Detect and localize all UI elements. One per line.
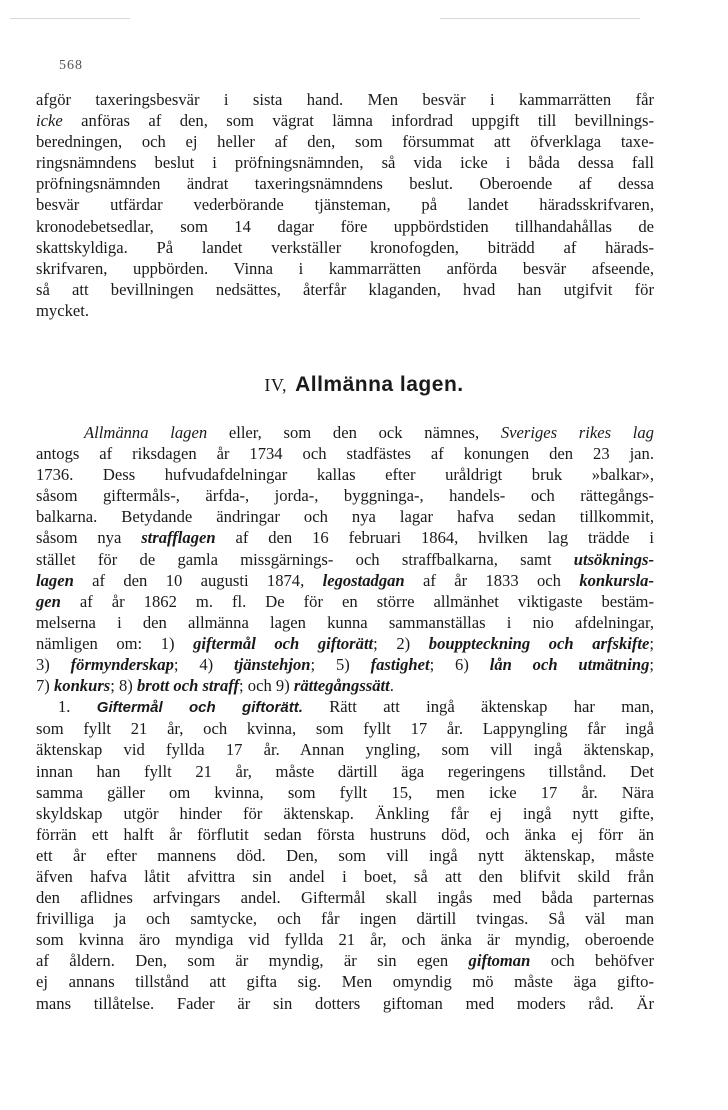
text-segment: kronodebetsedlar, som 14 dagar före uppbördstiden tillhandahållas de xyxy=(36,216,654,236)
text-line xyxy=(36,131,654,152)
emphasized-text: Sveriges rikes lag xyxy=(500,423,654,442)
text-segment: 1736. Dess hufvudafdelningar kallas efter uråldrigt bruk »balkar», xyxy=(36,465,654,485)
text-segment: äktenskap vid fyllda 17 år. Annan yngling, som vill ingå äktenskap, xyxy=(36,740,654,760)
section-heading xyxy=(0,373,728,397)
text-segment: ; och 9) xyxy=(239,676,294,696)
text-segment: mycket. xyxy=(36,300,89,320)
text-segment: anföras af den, som vägrat lämna infordrad uppgift till bevillnings- xyxy=(62,111,654,131)
text-segment: frivilliga ja och samtycke, och får ingen därtill tvingas. Så väl man xyxy=(36,909,654,929)
text-line xyxy=(36,718,654,739)
text-segment: så att bevillningen nedsättes, återfår klaganden, hvad han utgifvit för xyxy=(36,279,654,299)
text-segment: antogs af riksdagen år 1734 och stadfästes af konungen den 23 jan. xyxy=(36,444,654,464)
emphasized-text: Giftermål och giftorätt. xyxy=(96,699,303,717)
emphasized-text: konkursla- xyxy=(579,570,655,590)
text-line xyxy=(36,866,654,887)
text-segment: beredningen, och ej heller af den, som försummat att öfverklaga taxe- xyxy=(36,132,654,152)
text-segment: ; 5) xyxy=(310,655,371,675)
emphasized-text: brott och straff xyxy=(136,676,240,696)
text-segment: ej annans tillstånd att gifta sig. Men omyndig mö måste äga gifto- xyxy=(36,972,654,992)
text-line xyxy=(36,570,654,591)
text-line xyxy=(36,971,654,992)
text-segment: melserna i den allmänna lagen kunna sammanställas i nio afdelningar, xyxy=(36,612,654,632)
emphasized-text: Allmänna lagen xyxy=(84,423,208,442)
emphasized-text: legostadgan xyxy=(322,570,405,590)
text-segment: stället för de gamla missgärnings- och straffbalkarna, samt xyxy=(36,549,574,569)
text-line xyxy=(36,110,654,131)
emphasized-text: giftermål och giftorätt xyxy=(193,633,374,653)
emphasized-text: strafflagen xyxy=(141,528,216,548)
text-segment: ; 8) xyxy=(110,676,137,696)
emphasized-text: lagen xyxy=(36,570,74,590)
text-line xyxy=(36,527,654,548)
text-line xyxy=(36,194,654,215)
scan-edge-mark xyxy=(10,18,130,19)
text-segment: nämligen om: 1) xyxy=(36,633,194,653)
text-segment: förrän ett halft år förflutit sedan första hustruns död, och änka ej förr än xyxy=(36,824,654,844)
text-line xyxy=(36,279,654,300)
emphasized-text: fastighet xyxy=(370,655,430,675)
text-line xyxy=(36,443,654,464)
top-paragraph xyxy=(36,89,654,321)
text-segment: af år 1833 och xyxy=(404,570,580,590)
text-line xyxy=(36,696,654,718)
emphasized-text: konkurs xyxy=(53,676,111,696)
text-line xyxy=(36,591,654,612)
text-line xyxy=(36,654,654,675)
text-segment: den aflidnes arfvingars andel. Giftermål skall ingås med båda parternas xyxy=(36,888,654,908)
text-segment: skyldskap utgör hinder för äktenskap. Änkling får ej ingå nytt gifte, xyxy=(36,803,654,823)
emphasized-text: tjänstehjon xyxy=(233,655,311,675)
text-line xyxy=(36,950,654,971)
text-segment: af den 16 februari 1864, hvilken lag trädde i xyxy=(215,528,654,548)
text-segment: ; xyxy=(649,655,655,675)
section-numeral: IV, xyxy=(264,375,288,395)
emphasized-text: bouppteckning och arfskifte xyxy=(428,633,650,653)
text-line xyxy=(36,675,654,696)
text-segment: innan han fyllt 21 år, måste därtill äga regeringens tillstånd. Det xyxy=(36,761,654,781)
main-paragraph xyxy=(36,422,654,1014)
emphasized-text: lån och utmätning xyxy=(489,655,650,675)
text-line xyxy=(36,824,654,845)
text-segment: . xyxy=(389,676,394,696)
text-line xyxy=(36,633,654,654)
text-segment: af år 1862 m. fl. De för en större allmänhet viktigaste bestäm- xyxy=(60,591,654,611)
text-line xyxy=(36,908,654,929)
text-segment: 3) xyxy=(36,655,71,675)
text-line xyxy=(36,845,654,866)
text-segment: ; 6) xyxy=(429,655,490,675)
text-segment: Rätt att ingå äktenskap har man, xyxy=(302,697,654,717)
text-segment: samma gäller om kvinna, som fyllt 15, men icke 17 år. Nära xyxy=(36,782,654,802)
text-segment: pröfningsnämnden ändrat taxeringsnämndens beslut. Oberoende af dessa xyxy=(36,174,654,194)
scan-edge-mark xyxy=(440,18,640,19)
text-line xyxy=(36,929,654,950)
text-segment: balkarna. Betydande ändringar och nya lagar hafva sedan tillkommit, xyxy=(36,507,654,527)
text-line xyxy=(36,803,654,824)
text-line xyxy=(36,422,654,443)
text-line xyxy=(36,612,654,633)
text-segment: och behöfver xyxy=(530,951,654,971)
text-segment: äfven hafva låtit afvittra sin andel i boet, så att den blifvit skild från xyxy=(36,866,654,886)
text-segment: såsom nya xyxy=(36,528,142,548)
text-segment: skattskyldiga. På landet verkställer kronofogden, biträdd af härads- xyxy=(36,237,654,257)
text-line xyxy=(36,300,654,321)
emphasized-text: gen xyxy=(36,591,61,611)
text-segment: ; 4) xyxy=(173,655,234,675)
text-line xyxy=(36,782,654,803)
text-segment: besvär utfärdar vederbörande tjänsteman, på landet häradsskrifvaren, xyxy=(36,195,654,215)
text-line xyxy=(36,152,654,173)
text-line xyxy=(36,89,654,110)
text-line xyxy=(36,485,654,506)
text-line xyxy=(36,739,654,760)
page-number: 568 xyxy=(59,58,83,73)
text-line xyxy=(36,464,654,485)
section-title: Allmänna lagen. xyxy=(295,373,464,396)
text-line xyxy=(36,258,654,279)
text-segment: ; 2) xyxy=(373,633,429,653)
text-segment: af den 10 augusti 1874, xyxy=(73,570,323,590)
text-line xyxy=(36,887,654,908)
text-segment: som kvinna äro myndiga vid fyllda 21 år, och änka är myndig, oberoende xyxy=(36,930,654,950)
text-line xyxy=(36,506,654,527)
text-segment: ringsnämndens beslut i pröfningsnämnden, så vida icke i båda dessa fall xyxy=(36,153,654,173)
text-segment: 1. xyxy=(58,697,97,717)
text-segment: som fyllt 21 år, och kvinna, som fyllt 17 år. Lappyngling får ingå xyxy=(36,719,654,739)
text-line xyxy=(36,173,654,194)
text-segment: skrifvaren, uppbörden. Vinna i kammarrätten anförda besvär afseende, xyxy=(36,258,654,278)
text-segment: såsom giftermåls-, ärfda-, jorda-, byggninga-, handels- och rättegångs- xyxy=(36,486,654,506)
emphasized-text: rättegångssätt xyxy=(293,676,390,696)
text-segment: 7) xyxy=(36,676,54,696)
text-line xyxy=(36,761,654,782)
text-segment: ett år efter mannens död. Den, som vill ingå nytt äktenskap, måste xyxy=(36,845,654,865)
emphasized-text: förmynderskap xyxy=(70,655,174,675)
text-line xyxy=(36,549,654,570)
text-segment: ; xyxy=(649,633,654,653)
emphasized-text: utsöknings- xyxy=(573,549,654,569)
emphasized-text: icke xyxy=(36,111,63,131)
text-segment: afgör taxeringsbesvär i sista hand. Men besvär i kammarrätten får xyxy=(36,90,654,109)
text-line xyxy=(36,237,654,258)
text-segment: eller, som den ock nämnes, xyxy=(207,423,501,442)
emphasized-text: giftoman xyxy=(468,951,531,971)
text-line xyxy=(36,216,654,237)
text-segment: af åldern. Den, som är myndig, är sin egen xyxy=(36,951,469,971)
text-segment: mans tillåtelse. Fader är sin dotters giftoman med moders råd. Är xyxy=(36,993,654,1013)
text-line xyxy=(36,993,654,1014)
